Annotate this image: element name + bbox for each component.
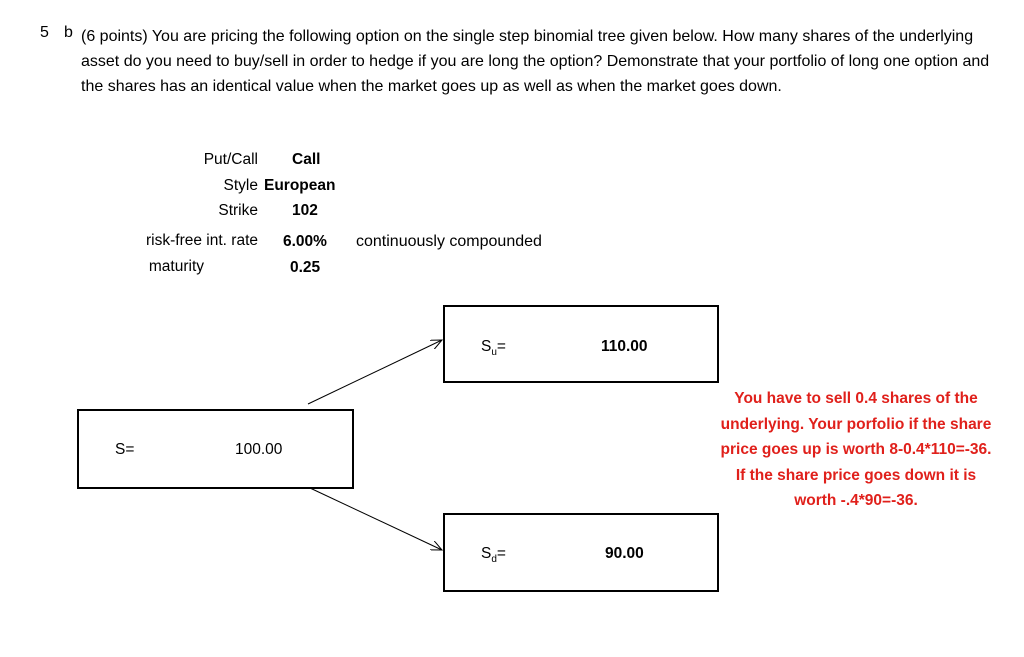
strike-value: 102 (292, 202, 318, 219)
root-node (77, 409, 354, 489)
rate-note: continuously compounded (356, 233, 542, 250)
style-label: Style (223, 177, 258, 194)
down-branch-arrow (310, 488, 442, 550)
down-node-label: $S_d=$ (481, 545, 506, 566)
question-text: (6 points) You are pricing the following option on the single step binomial tree given below. How many shares of the underlying asset do you need to buy/sell in order to hedge if you are long the option? Demonstrate that your portfolio of long one option and the shares has an identical value when the market goes up as well as when the market goes down. (81, 28, 990, 95)
maturity-label: maturity (148, 258, 204, 275)
put-call-label: Put/Call (203, 151, 258, 168)
rate-value: 6.00% (283, 233, 327, 250)
question-part: b (64, 24, 73, 41)
down-node (443, 513, 719, 592)
down-node-value: 90.00 (605, 545, 644, 562)
root-node-label: S= (115, 441, 135, 458)
up-node-value: 110.00 (601, 338, 648, 355)
rate-label: risk-free int. rate (146, 232, 258, 249)
strike-label: Strike (218, 202, 258, 219)
answer-text: You have to sell 0.4 shares of the underlying. Your porfolio if the share price goes up is worth 8-0.4*110=-36. If the share price goes down it is worth -.4*90=-36. (720, 390, 992, 509)
up-node (443, 305, 719, 383)
put-call-value: Call (292, 151, 321, 168)
question-number: 5 (40, 24, 49, 41)
root-node-value: 100.00 (235, 441, 283, 458)
style-value: European (264, 177, 336, 194)
up-branch-arrow (308, 340, 442, 404)
maturity-value: 0.25 (290, 259, 321, 276)
up-node-label: $S_u=$ (481, 338, 506, 359)
